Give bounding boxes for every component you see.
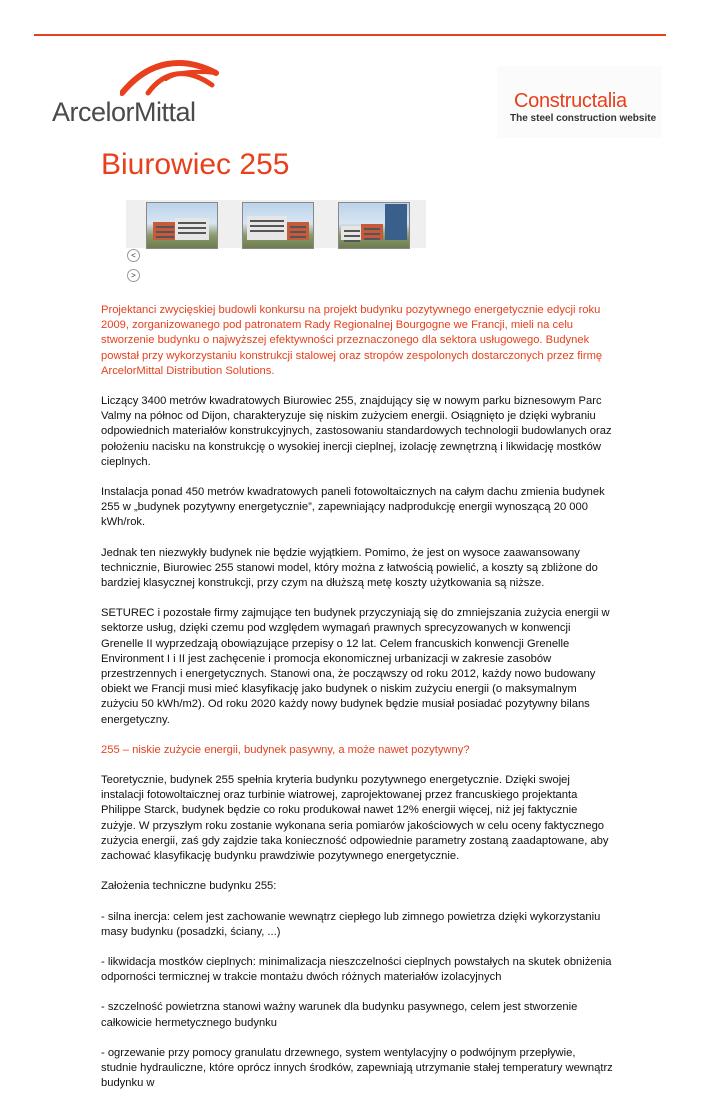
body-paragraph: SETUREC i pozostałe firmy zajmujące ten budynek przyczyniają się do zmniejszania zużycia energii w sektorze usług, dzięki czemu pod względem wymagań prawnych sprecyzowanych w konwencji Grenelle II wyprzedzają obowiązujące przepisy o 12 lat. Celem francuskich konwencji Grenelle Environment I i II jest zachęcenie i promocja ekonomicznej urbanizacji w zakresie zasobów przestrzennych i energetycznych. Stanowi ona, że począwszy od roku 2012, każdy nowo budowany obiekt we Francji musi mieć klasyfikację jako budynek o niskim zużyciu energii (o maksymalnym zużyciu 50 kWh/m2). Od roku 2020 każdy nowy budynek będzie musiał posiadać pozytywny bilans energetyczny. [101,607,610,726]
intro-paragraph: Projektanci zwycięskiej budowli konkursu na projekt budynku pozytywnego energetycznie edycji roku 2009, zorganizowanego pod patronatem Rady Regionalnej Bourgogne we Francji, mieli na celu stworzenie budynku o najwyższej efektywności przeznaczonego dla sektora usługowego. Budynek powstał przy wykorzystaniu konstrukcji stalowej oraz stropów zespolonych dostarczonych przez firmę ArcelorMittal Distribution Solutions. [101,304,603,377]
article-body [101,303,613,1106]
arcelormittal-wordmark: ArcelorMittal [52,97,196,127]
arcelormittal-swoosh-icon [120,55,220,97]
list-item: - szczelność powietrzna stanowi ważny warunek dla budynku pasywnego, celem jest stworzenie całkowicie hermetycznego budynku [101,1001,578,1029]
list-item: - likwidacja mostków cieplnych: minimalizacja nieszczelności cieplnych powstałych na skutek obniżenia odporności termicznej w trakcie montażu dwóch różnych materiałów izolacyjnych [101,955,612,984]
arcelormittal-logo [52,55,222,127]
constructalia-wordmark: Constructalia [514,90,627,112]
list-item: - silna inercja: celem jest zachowanie wewnątrz ciepłego lub zimnego powietrza dzięki wykorzystaniu masy budynku (posadzki, ściany, ...) [101,910,601,938]
list-item: - ogrzewanie przy pomocy granulatu drzewnego, system wentylacyjny o podwójnym przepływie, studnie hydrauliczne, które oprócz innych środków, zapewniają utrzymanie stałej temperatury wewnątrz budynku w [101,1046,613,1090]
gallery-thumbnail-3[interactable] [338,202,410,249]
gallery-thumbnail-1[interactable] [146,202,218,249]
body-paragraph: Jednak ten niezwykły budynek nie będzie wyjątkiem. Pomimo, że jest on wysoce zaawansowany technicznie, Biurowiec 255 stanowi model, który można z łatwością powielić, a koszty są zbliżone do bardziej klasycznej konstrukcji, przy czym na dłuższą metę koszty użytkowania są niższe. [101,546,598,590]
gallery-next-button[interactable]: > [127,269,140,282]
image-gallery [126,200,426,248]
body-paragraph: Instalacja ponad 450 metrów kwadratowych paneli fotowoltaicznych na całym dachu zmienia budynek 255 w „budynek pozytywny energetycznie”, zapewniający nadprodukcję energii wynoszącą 20 000 kWh/rok. [101,486,605,529]
body-paragraph: Teoretycznie, budynek 255 spełnia kryteria budynku pozytywnego energetycznie. Dzięki swojej instalacji fotowoltaicznej oraz turbinie wiatrowej, zaprojektowanej przez francuskiego projektanta Philippe Starck, budynek będzie co roku produkował nawet 12% energii więcej, niż jej faktycznie zużyje. W przyszłym roku zostanie wykonana seria pomiarów jakościowych w celu oceny faktycznego zużycia energii, zaś gdy zajdzie taka konieczność odpowiednie parametry zostaną zaadaptowane, aby zachować klasyfikację budynku prawdziwie pozytywnego energetycznie. [101,774,609,863]
section-subheading: 255 – niskie zużycie energii, budynek pasywny, a może nawet pozytywny? [101,743,470,756]
body-paragraph: Założenia techniczne budynku 255: [101,880,277,893]
header-rule [34,34,666,36]
gallery-prev-button[interactable]: < [127,249,140,262]
constructalia-logo [497,66,662,138]
body-paragraph: Liczący 3400 metrów kwadratowych Biurowiec 255, znajdujący się w nowym parku biznesowym Parc Valmy na północ od Dijon, charakteryzuje się niskim zużyciem energii. Osiągnięto je dzięki wybraniu odpowiednich materiałów konstrukcyjnych, zastosowaniu standardowych technologii budowlanych oraz położeniu nacisku na konstrukcję o wysokiej inercji cieplnej, izolację zewnętrzną i likwidację mostków cieplnych. [101,395,612,468]
constructalia-tagline: The steel construction website [510,113,657,124]
gallery-thumbnail-2[interactable] [242,202,314,249]
page-title: Biurowiec 255 [101,148,290,181]
